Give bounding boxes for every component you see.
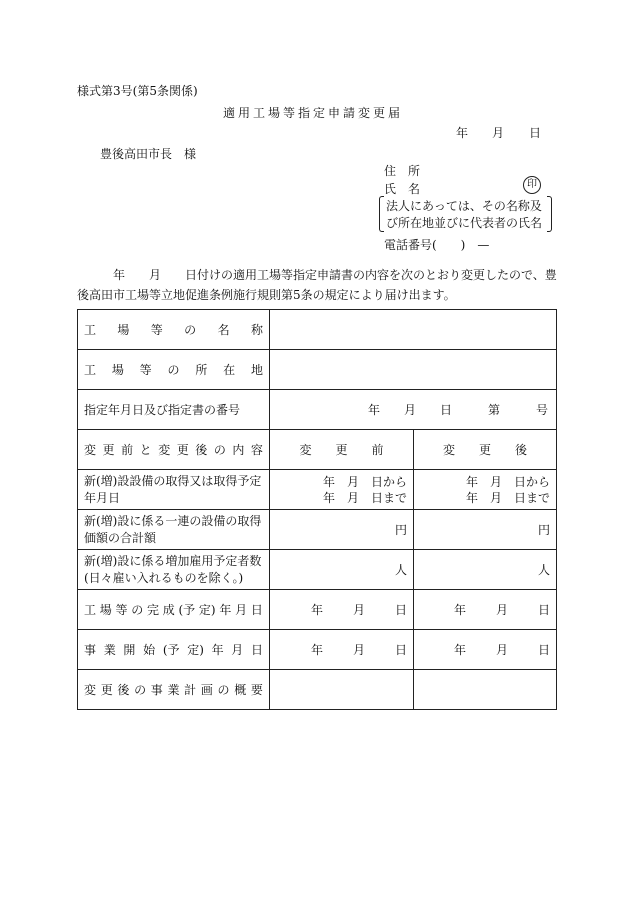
designation-field[interactable]: 年 月 日 第 号 bbox=[270, 390, 557, 430]
name-label: 氏 名 bbox=[384, 182, 421, 196]
table-row bbox=[78, 310, 557, 350]
table-row bbox=[78, 350, 557, 390]
row-label-acquisition-amount: 新(増)設に係る一連の設備の取得価額の合計額 bbox=[78, 510, 270, 550]
table-row bbox=[78, 630, 557, 670]
corp-note-line2: び所在地並びに代表者の氏名 bbox=[386, 216, 543, 230]
seal-mark: 印 bbox=[523, 176, 541, 194]
row-label-contents: 変 更 前 と 変 更 後 の 内 容 bbox=[78, 430, 270, 470]
after-amount-field[interactable]: 円 bbox=[414, 510, 557, 550]
before-header: 変 更 前 bbox=[270, 430, 414, 470]
table-row bbox=[78, 470, 557, 510]
phone-label: 電話番号( ) — bbox=[384, 238, 490, 252]
before-business-start-date[interactable]: 年 月 日 bbox=[270, 630, 414, 670]
row-label-business-start: 事 業 開 始 (予 定) 年 月 日 bbox=[78, 630, 270, 670]
form-number: 様式第3号(第5条関係) bbox=[77, 84, 198, 98]
before-acquisition-period[interactable]: 年 月 日から 年 月 日まで bbox=[270, 470, 414, 510]
table-row bbox=[78, 550, 557, 590]
after-employment-field[interactable]: 人 bbox=[414, 550, 557, 590]
before-amount-field[interactable]: 円 bbox=[270, 510, 414, 550]
factory-location-field[interactable] bbox=[270, 350, 557, 390]
page-title: 適用工場等指定申請変更届 bbox=[223, 106, 404, 120]
addressee: 豊後高田市長 様 bbox=[100, 147, 197, 161]
table-row bbox=[78, 590, 557, 630]
row-label-designation: 指定年月日及び指定書の番号 bbox=[78, 390, 270, 430]
change-table bbox=[77, 309, 557, 710]
table-row bbox=[78, 670, 557, 710]
bracket-left bbox=[379, 196, 384, 232]
date-day: 日 bbox=[529, 126, 542, 140]
table-row bbox=[78, 390, 557, 430]
after-business-plan-field[interactable] bbox=[414, 670, 557, 710]
body-text-line1: 年 月 日付けの適用工場等指定申請書の内容を次のとおり変更したので、豊 bbox=[113, 268, 557, 282]
before-employment-field[interactable]: 人 bbox=[270, 550, 414, 590]
row-label-acquisition-date: 新(増)設設備の取得又は取得予定年月日 bbox=[78, 470, 270, 510]
row-label-business-plan: 変 更 後 の 事 業 計 画 の 概 要 bbox=[78, 670, 270, 710]
factory-name-field[interactable] bbox=[270, 310, 557, 350]
after-completion-date[interactable]: 年 月 日 bbox=[414, 590, 557, 630]
date-year: 年 bbox=[456, 126, 469, 140]
address-label: 住 所 bbox=[384, 164, 421, 178]
table-row bbox=[78, 430, 557, 470]
row-label-factory-name: 工 場 等 の 名 称 bbox=[78, 310, 270, 350]
after-business-start-date[interactable]: 年 月 日 bbox=[414, 630, 557, 670]
corp-note-line1: 法人にあっては、その名称及 bbox=[386, 199, 542, 213]
before-completion-date[interactable]: 年 月 日 bbox=[270, 590, 414, 630]
bracket-right bbox=[547, 196, 552, 232]
date-month: 月 bbox=[492, 126, 505, 140]
body-text-line2: 後高田市工場等立地促進条例施行規則第5条の規定により届け出ます。 bbox=[77, 288, 456, 302]
after-acquisition-period[interactable]: 年 月 日から 年 月 日まで bbox=[414, 470, 557, 510]
after-header: 変 更 後 bbox=[414, 430, 557, 470]
row-label-factory-location: 工 場 等 の 所 在 地 bbox=[78, 350, 270, 390]
row-label-employment: 新(増)設に係る増加雇用予定者数(日々雇い入れるものを除く。) bbox=[78, 550, 270, 590]
before-business-plan-field[interactable] bbox=[270, 670, 414, 710]
table-row bbox=[78, 510, 557, 550]
row-label-completion-date: 工 場 等 の 完 成 (予 定) 年 月 日 bbox=[78, 590, 270, 630]
